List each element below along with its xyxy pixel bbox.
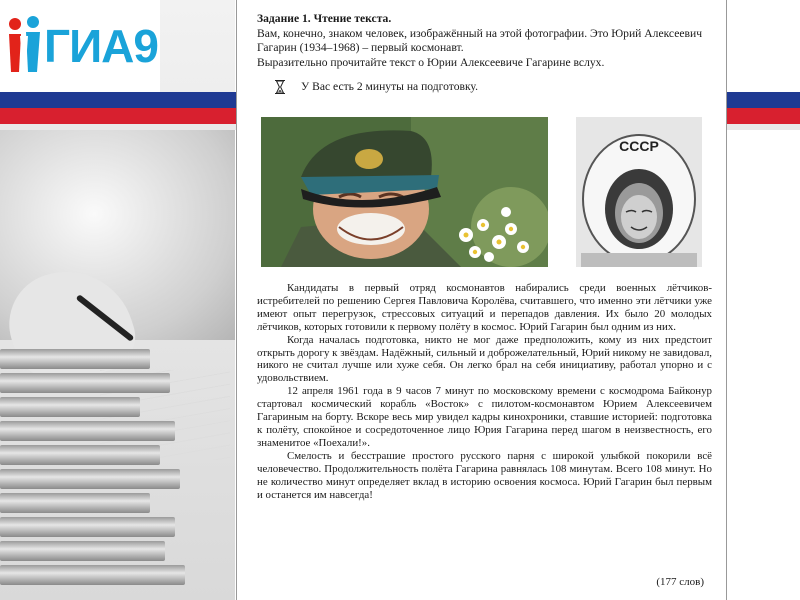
book: [0, 517, 175, 537]
book: [0, 373, 170, 393]
gagarin-smiling-photo: [261, 117, 548, 267]
books-stack-photo: [0, 345, 235, 600]
task-title: Задание 1. Чтение текста.: [257, 12, 392, 25]
instruction-text: Выразительно прочитайте текст о Юрии Алексеевиче Гагарине вслух.: [257, 55, 605, 69]
book: [0, 469, 180, 489]
reading-text: [257, 282, 712, 501]
book: [0, 565, 185, 585]
book: [0, 445, 160, 465]
task-header: [257, 12, 712, 70]
timer-text: У Вас есть 2 минуты на подготовку.: [301, 80, 478, 93]
logo-text: ГИА9: [44, 20, 158, 72]
paragraph: 12 апреля 1961 года в 9 часов 7 минут по московскому времени с космодрома Байконур стартовал космический корабль «Восток» с пилотом-космонавтом Юрием Алексеевичем Гагариным на борту. Вскоре весь мир увидел кадры кинохроники, ставшие историей: подготовка к полёту, спокойное и сосредоточенное лицо Юрия Гагарина перед шагом в неизвестность, его знаменитое «Поехали!».: [257, 385, 712, 449]
book: [0, 397, 140, 417]
people-logo-icon: [6, 14, 46, 76]
gia9-logo: [0, 0, 160, 92]
word-count: (177 слов): [656, 576, 704, 588]
hourglass-icon: [275, 80, 285, 94]
helmet-text: СССР: [619, 138, 659, 154]
gagarin-helmet-photo: [576, 117, 702, 267]
book: [0, 541, 165, 561]
book: [0, 421, 175, 441]
paragraph: Смелость и бесстрашие простого русского парня с широкой улыбкой покорили всё человечество. Продолжительность полёта Гагарина равнялась 108 минутам. Всего 108 минут. Но не количество минут определяет вклад в историю освоения космоса. Юрий Гагарин был первым и останется им навсегда!: [257, 449, 712, 501]
paragraph: Когда началась подготовка, никто не мог даже предположить, кому из них предстоит открыть дорогу к звёздам. Надёжный, сильный и доброжелательный, Юрий никому не завидовал, никого не считал лучше или хуже себя. Он легко брал на себя инициативу, работал упорно и с удовольствием.: [257, 333, 712, 385]
book: [0, 349, 150, 369]
book: [0, 493, 150, 513]
intro-text: Вам, конечно, знаком человек, изображённый на этой фотографии. Это Юрий Алексеевич Гагарин (1934–1968) – первый космонавт.: [257, 26, 703, 54]
exam-page: [236, 0, 727, 600]
paragraph: Кандидаты в первый отряд космонавтов набирались среди военных лётчиков-истребителей по решению Сергея Павловича Королёва, считавшего, что именно эти лётчики уже имеют опыт перегрузок, стрессовых ситуаций и перепадов давления. Их было 20 молодых лётчиков, которых готовили к первому полёту в космос. Юрий Гагарин был одним из них.: [257, 282, 712, 333]
writing-hand-photo: [0, 130, 235, 340]
